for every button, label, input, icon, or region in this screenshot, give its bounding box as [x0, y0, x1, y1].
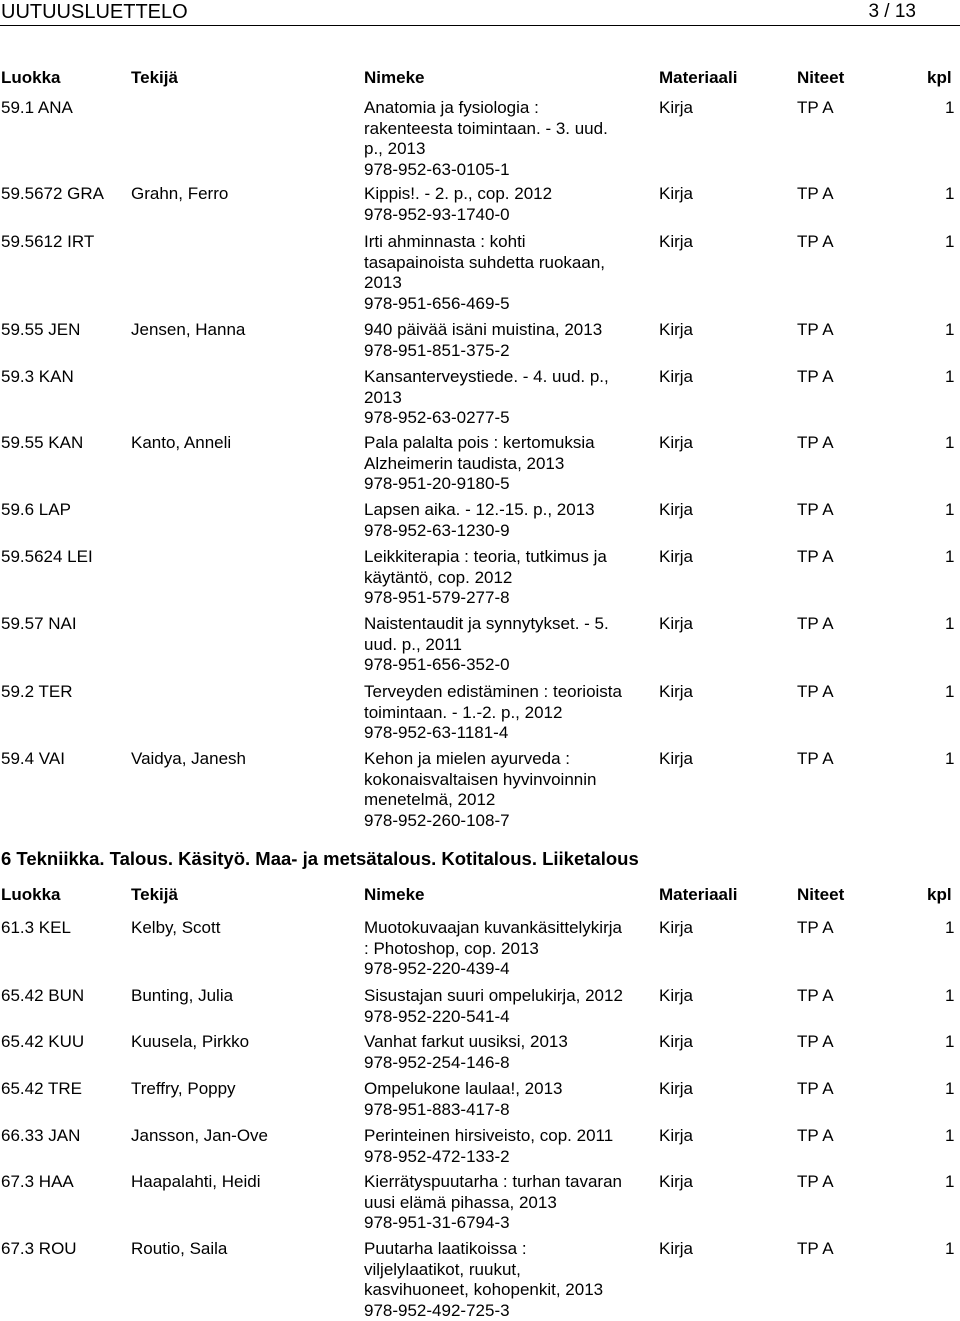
- materiaali-cell: Kirja: [659, 433, 693, 454]
- nimeke-cell: [364, 320, 649, 361]
- page-number: 3 / 13: [868, 0, 916, 24]
- nimeke-line: Terveyden edistäminen : teorioista: [364, 682, 649, 703]
- tekija-cell: Bunting, Julia: [131, 986, 233, 1007]
- luokka-cell: 59.4 VAI: [1, 749, 65, 770]
- nimeke-line: 978-951-20-9180-5: [364, 474, 649, 495]
- nimeke-cell: [364, 1172, 649, 1234]
- kpl-cell: 1: [945, 1079, 954, 1100]
- nimeke-cell: [364, 98, 649, 180]
- luokka-cell: 59.2 TER: [1, 682, 73, 703]
- header-materiaali: Materiaali: [659, 884, 737, 906]
- luokka-cell: 59.5624 LEI: [1, 547, 93, 568]
- nimeke-cell: [364, 500, 649, 541]
- materiaali-cell: Kirja: [659, 1079, 693, 1100]
- luokka-cell: 65.42 BUN: [1, 986, 84, 1007]
- nimeke-line: toimintaan. - 1.-2. p., 2012: [364, 703, 649, 724]
- materiaali-cell: Kirja: [659, 1126, 693, 1147]
- nimeke-line: 2013: [364, 273, 649, 294]
- nimeke-cell: [364, 433, 649, 495]
- nimeke-line: : Photoshop, cop. 2013: [364, 939, 649, 960]
- nimeke-line: 978-951-883-417-8: [364, 1100, 649, 1121]
- nimeke-line: kasvihuoneet, kohopenkit, 2013: [364, 1280, 649, 1301]
- nimeke-cell: [364, 1239, 649, 1321]
- luokka-cell: 59.57 NAI: [1, 614, 77, 635]
- materiaali-cell: Kirja: [659, 232, 693, 253]
- nimeke-line: 978-952-220-541-4: [364, 1007, 649, 1028]
- materiaali-cell: Kirja: [659, 682, 693, 703]
- nimeke-line: kokonaisvaltaisen hyvinvoinnin: [364, 770, 649, 791]
- nimeke-cell: [364, 367, 649, 429]
- nimeke-line: 978-952-63-0105-1: [364, 160, 649, 181]
- niteet-cell: TP A: [797, 184, 834, 205]
- nimeke-line: 978-952-492-725-3: [364, 1301, 649, 1321]
- nimeke-line: rakenteesta toimintaan. - 3. uud.: [364, 119, 649, 140]
- materiaali-cell: Kirja: [659, 1172, 693, 1193]
- nimeke-line: Ompelukone laulaa!, 2013: [364, 1079, 649, 1100]
- nimeke-line: Leikkiterapia : teoria, tutkimus ja: [364, 547, 649, 568]
- header-kpl: kpl: [927, 884, 952, 906]
- tekija-cell: Vaidya, Janesh: [131, 749, 246, 770]
- nimeke-line: menetelmä, 2012: [364, 790, 649, 811]
- luokka-cell: 59.1 ANA: [1, 98, 73, 119]
- tekija-cell: Treffry, Poppy: [131, 1079, 236, 1100]
- kpl-cell: 1: [945, 1172, 954, 1193]
- materiaali-cell: Kirja: [659, 184, 693, 205]
- nimeke-cell: [364, 184, 649, 225]
- nimeke-line: Vanhat farkut uusiksi, 2013: [364, 1032, 649, 1053]
- header-niteet: Niteet: [797, 67, 844, 89]
- niteet-cell: TP A: [797, 98, 834, 119]
- nimeke-line: Alzheimerin taudista, 2013: [364, 454, 649, 475]
- nimeke-line: 978-951-656-469-5: [364, 294, 649, 315]
- nimeke-line: 978-952-220-439-4: [364, 959, 649, 980]
- kpl-cell: 1: [945, 918, 954, 939]
- niteet-cell: TP A: [797, 1172, 834, 1193]
- nimeke-line: Puutarha laatikoissa :: [364, 1239, 649, 1260]
- nimeke-line: Kansanterveystiede. - 4. uud. p.,: [364, 367, 649, 388]
- nimeke-cell: [364, 1079, 649, 1120]
- nimeke-cell: [364, 1032, 649, 1073]
- nimeke-line: 978-951-579-277-8: [364, 588, 649, 609]
- materiaali-cell: Kirja: [659, 1239, 693, 1260]
- kpl-cell: 1: [945, 98, 954, 119]
- section-heading: 6 Tekniikka. Talous. Käsityö. Maa- ja metsätalous. Kotitalous. Liiketalous: [1, 848, 639, 870]
- nimeke-cell: [364, 682, 649, 744]
- tekija-cell: Haapalahti, Heidi: [131, 1172, 260, 1193]
- nimeke-cell: [364, 232, 649, 314]
- header-tekija: Tekijä: [131, 884, 178, 906]
- nimeke-line: 978-952-63-0277-5: [364, 408, 649, 429]
- kpl-cell: 1: [945, 614, 954, 635]
- niteet-cell: TP A: [797, 682, 834, 703]
- header-tekija: Tekijä: [131, 67, 178, 89]
- luokka-cell: 59.3 KAN: [1, 367, 74, 388]
- nimeke-line: viljelylaatikot, ruukut,: [364, 1260, 649, 1281]
- materiaali-cell: Kirja: [659, 986, 693, 1007]
- nimeke-cell: [364, 986, 649, 1027]
- luokka-cell: 65.42 TRE: [1, 1079, 82, 1100]
- niteet-cell: TP A: [797, 918, 834, 939]
- materiaali-cell: Kirja: [659, 320, 693, 341]
- nimeke-line: p., 2013: [364, 139, 649, 160]
- nimeke-line: 978-952-254-146-8: [364, 1053, 649, 1074]
- nimeke-line: tasapainoista suhdetta ruokaan,: [364, 253, 649, 274]
- luokka-cell: 59.55 JEN: [1, 320, 80, 341]
- luokka-cell: 67.3 ROU: [1, 1239, 77, 1260]
- luokka-cell: 67.3 HAA: [1, 1172, 74, 1193]
- kpl-cell: 1: [945, 1239, 954, 1260]
- materiaali-cell: Kirja: [659, 98, 693, 119]
- materiaali-cell: Kirja: [659, 749, 693, 770]
- column-header-row-2: [0, 884, 960, 906]
- niteet-cell: TP A: [797, 986, 834, 1007]
- nimeke-cell: [364, 547, 649, 609]
- kpl-cell: 1: [945, 184, 954, 205]
- nimeke-line: Naistentaudit ja synnytykset. - 5.: [364, 614, 649, 635]
- niteet-cell: TP A: [797, 500, 834, 521]
- nimeke-line: 978-952-63-1230-9: [364, 521, 649, 542]
- niteet-cell: TP A: [797, 433, 834, 454]
- nimeke-line: 2013: [364, 388, 649, 409]
- tekija-cell: Kanto, Anneli: [131, 433, 231, 454]
- nimeke-line: Irti ahminnasta : kohti: [364, 232, 649, 253]
- luokka-cell: 59.6 LAP: [1, 500, 71, 521]
- nimeke-line: 978-951-656-352-0: [364, 655, 649, 676]
- luokka-cell: 59.5672 GRA: [1, 184, 104, 205]
- niteet-cell: TP A: [797, 1079, 834, 1100]
- kpl-cell: 1: [945, 749, 954, 770]
- nimeke-line: Kippis!. - 2. p., cop. 2012: [364, 184, 649, 205]
- nimeke-line: Perinteinen hirsiveisto, cop. 2011: [364, 1126, 649, 1147]
- nimeke-line: Lapsen aika. - 12.-15. p., 2013: [364, 500, 649, 521]
- tekija-cell: Kelby, Scott: [131, 918, 220, 939]
- tekija-cell: Jansson, Jan-Ove: [131, 1126, 268, 1147]
- tekija-cell: Kuusela, Pirkko: [131, 1032, 249, 1053]
- materiaali-cell: Kirja: [659, 500, 693, 521]
- nimeke-line: uusi elämä pihassa, 2013: [364, 1193, 649, 1214]
- nimeke-line: 978-952-472-133-2: [364, 1147, 649, 1168]
- tekija-cell: Jensen, Hanna: [131, 320, 245, 341]
- nimeke-line: uud. p., 2011: [364, 635, 649, 656]
- materiaali-cell: Kirja: [659, 614, 693, 635]
- title-rule: [0, 25, 960, 26]
- tekija-cell: Routio, Saila: [131, 1239, 227, 1260]
- kpl-cell: 1: [945, 1032, 954, 1053]
- kpl-cell: 1: [945, 500, 954, 521]
- nimeke-line: Anatomia ja fysiologia :: [364, 98, 649, 119]
- kpl-cell: 1: [945, 367, 954, 388]
- luokka-cell: 59.5612 IRT: [1, 232, 94, 253]
- nimeke-cell: [364, 749, 649, 831]
- header-materiaali: Materiaali: [659, 67, 737, 89]
- niteet-cell: TP A: [797, 232, 834, 253]
- niteet-cell: TP A: [797, 749, 834, 770]
- nimeke-cell: [364, 918, 649, 980]
- luokka-cell: 66.33 JAN: [1, 1126, 80, 1147]
- kpl-cell: 1: [945, 682, 954, 703]
- nimeke-line: käytäntö, cop. 2012: [364, 568, 649, 589]
- niteet-cell: TP A: [797, 320, 834, 341]
- materiaali-cell: Kirja: [659, 918, 693, 939]
- nimeke-line: 978-952-63-1181-4: [364, 723, 649, 744]
- kpl-cell: 1: [945, 547, 954, 568]
- niteet-cell: TP A: [797, 1126, 834, 1147]
- nimeke-line: 978-951-31-6794-3: [364, 1213, 649, 1234]
- niteet-cell: TP A: [797, 367, 834, 388]
- luokka-cell: 59.55 KAN: [1, 433, 83, 454]
- header-kpl: kpl: [927, 67, 952, 89]
- luokka-cell: 61.3 KEL: [1, 918, 71, 939]
- column-header-row-1: [0, 67, 960, 89]
- kpl-cell: 1: [945, 433, 954, 454]
- materiaali-cell: Kirja: [659, 547, 693, 568]
- nimeke-line: Muotokuvaajan kuvankäsittelykirja: [364, 918, 649, 939]
- tekija-cell: Grahn, Ferro: [131, 184, 228, 205]
- header-nimeke: Nimeke: [364, 67, 424, 89]
- header-niteet: Niteet: [797, 884, 844, 906]
- kpl-cell: 1: [945, 232, 954, 253]
- nimeke-cell: [364, 614, 649, 676]
- header-nimeke: Nimeke: [364, 884, 424, 906]
- niteet-cell: TP A: [797, 1032, 834, 1053]
- header-luokka: Luokka: [1, 884, 61, 906]
- nimeke-line: Kehon ja mielen ayurveda :: [364, 749, 649, 770]
- niteet-cell: TP A: [797, 614, 834, 635]
- nimeke-line: 978-952-93-1740-0: [364, 205, 649, 226]
- niteet-cell: TP A: [797, 547, 834, 568]
- nimeke-line: 940 päivää isäni muistina, 2013: [364, 320, 649, 341]
- kpl-cell: 1: [945, 1126, 954, 1147]
- nimeke-line: 978-952-260-108-7: [364, 811, 649, 832]
- nimeke-line: 978-951-851-375-2: [364, 341, 649, 362]
- nimeke-line: Kierrätyspuutarha : turhan tavaran: [364, 1172, 649, 1193]
- header-luokka: Luokka: [1, 67, 61, 89]
- page-title: UUTUUSLUETTELO: [1, 0, 188, 24]
- materiaali-cell: Kirja: [659, 367, 693, 388]
- nimeke-line: Pala palalta pois : kertomuksia: [364, 433, 649, 454]
- kpl-cell: 1: [945, 320, 954, 341]
- niteet-cell: TP A: [797, 1239, 834, 1260]
- materiaali-cell: Kirja: [659, 1032, 693, 1053]
- luokka-cell: 65.42 KUU: [1, 1032, 84, 1053]
- nimeke-cell: [364, 1126, 649, 1167]
- nimeke-line: Sisustajan suuri ompelukirja, 2012: [364, 986, 649, 1007]
- kpl-cell: 1: [945, 986, 954, 1007]
